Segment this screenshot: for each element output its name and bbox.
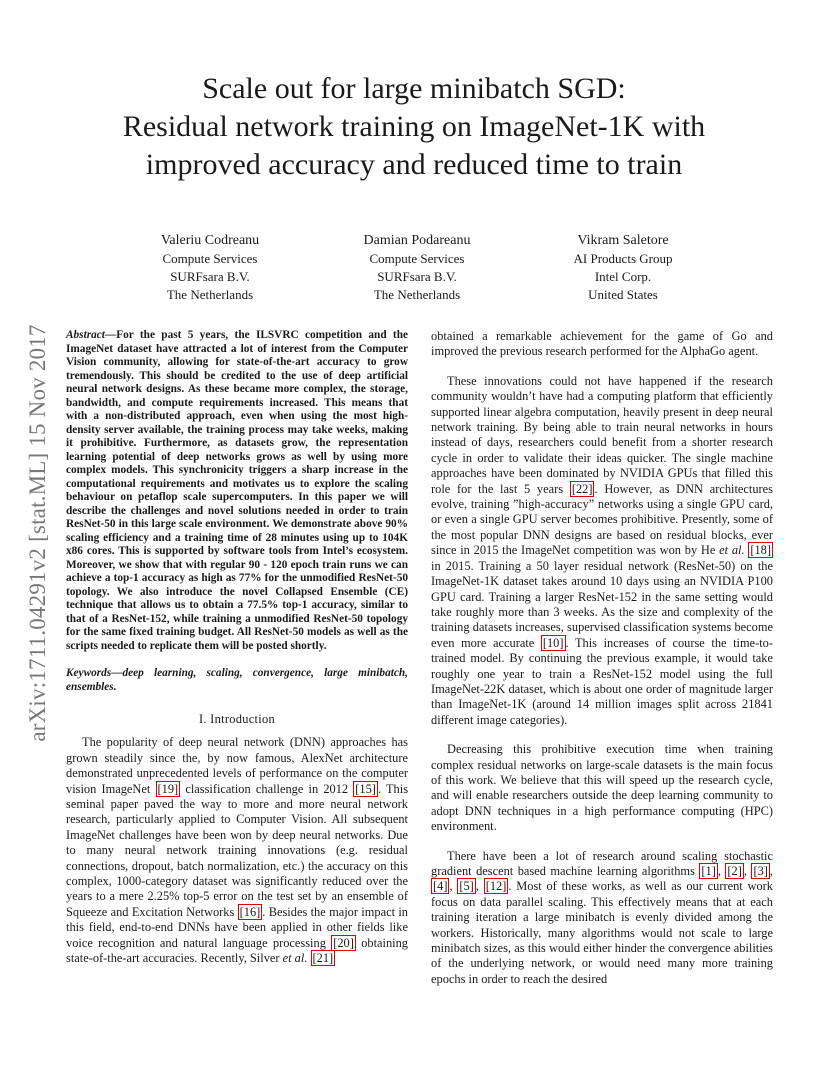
keywords-label: Keywords (66, 667, 112, 679)
citation-link[interactable]: [15] (355, 781, 376, 796)
author-org: SURFsara B.V. (170, 269, 250, 284)
abstract-text: —For the past 5 years, the ILSVRC competition and the ImageNet dataset have attracted a lot of interest from the Computer Vision community, allowing for state-of-the-art accuracy to grow tremendously. This should be credited to the use of deep artificial neural network designs. As these became more complex, the storage, bandwidth, and compute requirements increased. This means that with a non-distributed approach, even when using the most high-density server available, the training process may take weeks, making it prohibitive. Furthermore, as datasets grow, the representation learning potential of deep networks grows as well by using more complex models. This synchronicity triggers a sharp increase in the computational requirements and motivates us to explore the scaling behaviour on petaflop scale supercomputers. In this paper we will describe the challenges and novel solutions needed in order to train ResNet-50 in this large scale environment. We demonstrate above 90% scaling efficiency and a training time of 28 minutes using up to 104K x86 cores. This is supported by software tools from Intel’s ecosystem. Moreover, we show that with regular 90 - 120 epoch train runs we can achieve a top-1 accuracy as high as 77% for the unmodified ResNet-50 topology. We also introduce the novel Collapsed Ensemble (CE) technique that allows us to obtain a 77.5% top-1 accuracy, similar to that of a ResNet-152, while training a unmodified ResNet-50 topology for the same fixed training budget. All ResNet-50 models as well as the scripts needed to replicate them will be posted shortly. (66, 329, 408, 652)
keywords (66, 667, 408, 694)
section-heading: I. Introduction (198, 712, 276, 726)
title-line: Scale out for large minibatch SGD: (202, 72, 626, 105)
citation-link[interactable]: [4] (433, 879, 448, 894)
right-column (431, 329, 773, 987)
citation-link[interactable]: [22] (571, 481, 593, 496)
citation-link[interactable]: [19] (157, 781, 179, 796)
citation-link[interactable]: [12] (485, 879, 507, 894)
author-name: Valeriu Codreanu (160, 233, 260, 248)
abstract (66, 329, 408, 653)
citation-link[interactable]: [5] (459, 879, 474, 894)
title-line: improved accuracy and reduced time to train (145, 148, 683, 181)
left-column (66, 329, 408, 967)
citation-link[interactable]: [3] (753, 864, 768, 878)
arxiv-identifier: arXiv:1711.04291v2 [stat.ML] 15 Nov 2017 (25, 324, 50, 742)
author-org: SURFsara B.V. (377, 269, 457, 284)
author-block (533, 231, 713, 304)
paragraph: Decreasing this prohibitive execution time when training complex residual networks on large-scale datasets is the main focus of this work. We believe that this will speed up the research cycle, and will enable researchers outside the deep learning community to adopt DNN techniques in a high performance computing (HPC) environment. (431, 742, 773, 834)
author-org: Intel Corp. (594, 269, 652, 284)
abstract-label: Abstract (66, 329, 105, 341)
paragraph: There have been a lot of research around scaling stochastic gradient descent based machine learning algorithms [1] , [2] , [3] , [4] , [5] , [12] . Most of these works, as well as our current work focus on data parallel scaling. This effectively means that at each training iteration a large minibatch is evenly divided among the workers. Historically, many algorithms would not scale to large minibatch sizes, as this would either hinder the convergence abilities of the underlying network, or would need many more training epochs in order to reach the desired (431, 848, 773, 986)
citation-link[interactable]: [16] (239, 904, 261, 919)
intro-paragraph: The popularity of deep neural network (DNN) approaches has grown steadily since the, by now famous, AlexNet architecture demonstrated unprecedented levels of performance on the computer vision ImageNet [19] classification challenge in 2012 [15] . This seminal paper paved the way to more and more neural network research, particularly applied to Computer Vision. All subsequent ImageNet challenges have been won by deep neural networks. Due to many neural network training innovations (e.g. residual connections, dropout, batch normalization, etc.) the accuracy on this complex, 1000-category dataset was significantly reduced over the years to a mere 2.25% top-5 error on the test set by an ensemble of Squeeze and Excitation Networks [16] . Besides the major impact in this field, end-to-end DNNs have been applied in other fields like voice recognition and natural language processing [20] obtaining state-of-the-art accuracies. Recently, Silver et al. [21] (66, 735, 409, 966)
author-location: The Netherlands (166, 287, 254, 302)
paper-title (60, 70, 768, 184)
citation-link[interactable]: [20] (333, 935, 354, 950)
author-dept: Compute Services (369, 251, 465, 266)
title-line: Residual network training on ImageNet-1K with (122, 110, 706, 143)
keywords-text: —deep learning, scaling, convergence, large minibatch, ensembles. (66, 667, 408, 693)
citation-link[interactable]: [10] (542, 635, 564, 650)
citation-link[interactable]: [2] (727, 864, 742, 878)
paragraph: These innovations could not have happened if the research community wouldn’t have had a computing platform that efficiently supported linear algebra computation, heavily present in deep neural network training. By being able to train neural networks in hours instead of days, researchers could benefit from a shorter research cycle in order to validate their ideas quicker. The single machine approaches have been dominated by NVIDIA GPUs that filled this role for the last 5 years [22] . However, as DNN architectures evolve, training ”high-accuracy” networks using a single GPU card, or even a single GPU server becomes prohibitive. Presently, some of the most popular DNN designs are based on residual blocks, ever since in 2015 the ImageNet competition was won by He et al. [18] in 2015. Training a 50 layer residual network (ResNet-50) on the ImageNet-1K dataset takes around 10 days using an NVIDIA P100 GPU card. Training a larger ResNet-152 in the same setting would take roughly more than 3 weeks. As the size and complexity of the training datasets increases, supervised classification systems become even more accurate [10] . This increases of course the time-to-trained model. By continuing the previous example, it would take roughly one year to train a ResNet-152 model using the full ImageNet-22K dataset, which is about one order of magnitude larger than ImageNet-1K (around 14 million images split across 21841 different image categories). (431, 373, 774, 727)
citation-link[interactable]: [1] (701, 864, 716, 878)
author-dept: Compute Services (162, 251, 258, 266)
author-block (327, 231, 507, 304)
author-location: The Netherlands (373, 287, 461, 302)
author-dept: AI Products Group (573, 251, 673, 266)
paragraph: obtained a remarkable achievement for the game of Go and improved the previous research performed for the AlphaGo agent. (431, 329, 773, 359)
author-block (120, 231, 300, 304)
citation-link[interactable]: [21] (312, 951, 334, 966)
author-name: Vikram Saletore (577, 233, 669, 248)
citation-link[interactable]: [18] (750, 543, 771, 558)
author-name: Damian Podareanu (363, 233, 471, 248)
author-location: United States (588, 287, 658, 302)
